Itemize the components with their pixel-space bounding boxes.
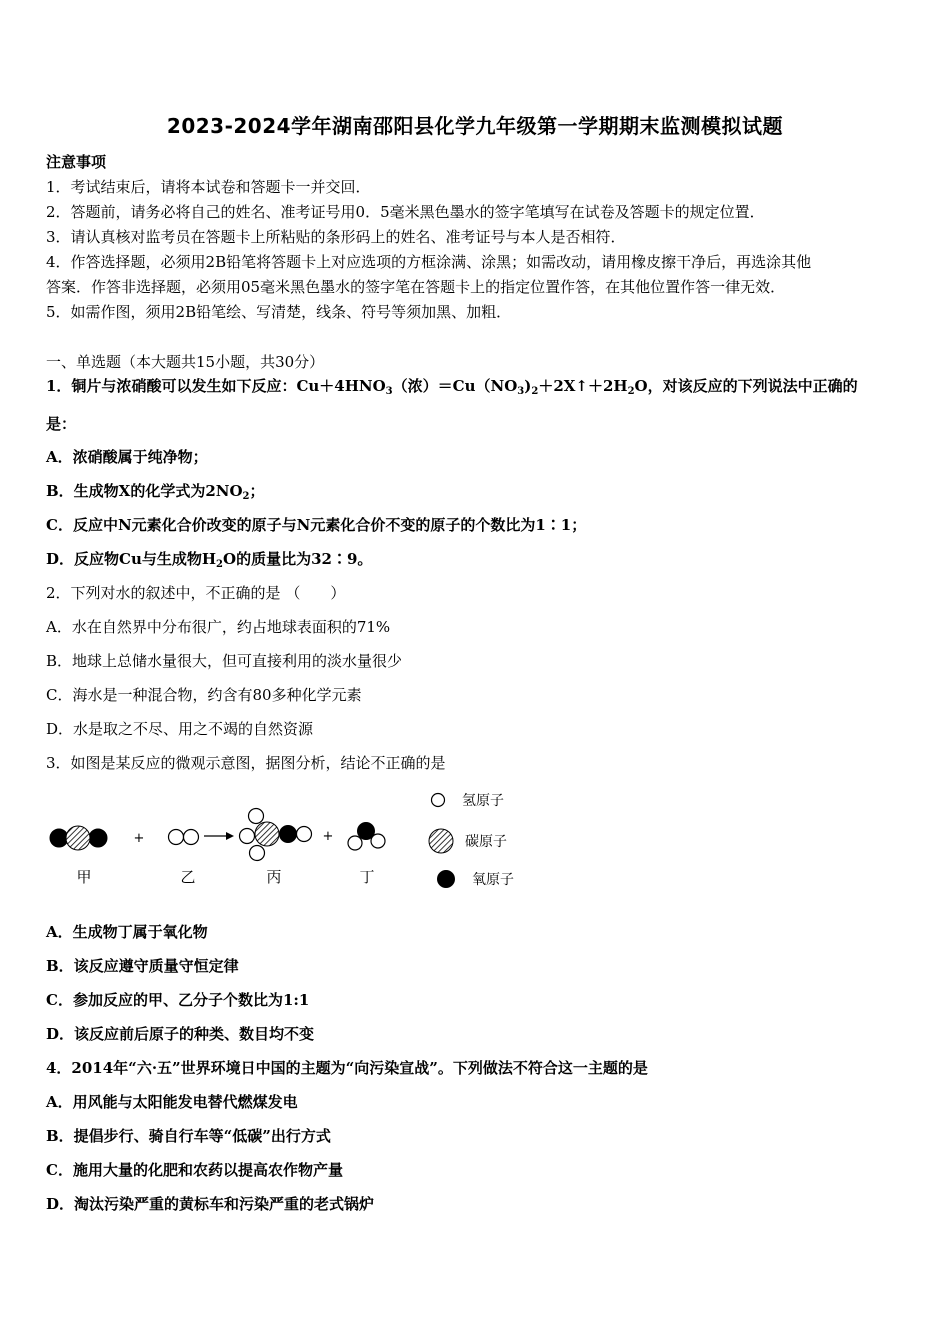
- notes-heading: 注意事项: [46, 153, 107, 171]
- reaction-diagram: [40, 786, 560, 896]
- q4-option-a: A．用风能与太阳能发电替代燃煤发电: [46, 1093, 298, 1111]
- reaction-arrow: [204, 832, 234, 840]
- q4-option-b: B．提倡步行、骑自行车等“低碳”出行方式: [46, 1127, 331, 1145]
- note-item: 5．如需作图，须用2B铅笔绘、写清楚，线条、符号等须加黑、加粗．: [46, 303, 512, 321]
- label-bing: 丙: [266, 868, 282, 886]
- label-ding: 丁: [359, 868, 375, 886]
- page-title: 2023-2024学年湖南邵阳县化学九年级第一学期期末监测模拟试题: [166, 114, 784, 138]
- q1-option-c: C．反应中N元素化合价改变的原子与N元素化合价不变的原子的个数比为1∶1；: [46, 516, 587, 534]
- q3-option-c: C．参加反应的甲、乙分子个数比为1:1: [46, 991, 310, 1009]
- legend-carbon-label: 碳原子: [465, 834, 507, 850]
- legend-hydrogen-label: 氢原子: [462, 793, 504, 809]
- legend: [429, 793, 514, 888]
- q3-option-b: B．该反应遵守质量守恒定律: [46, 957, 239, 975]
- label-jia: 甲: [76, 868, 92, 886]
- q3-stem: 3．如图是某反应的微观示意图，据图分析，结论不正确的是: [46, 754, 446, 772]
- q3-option-d: D．该反应前后原子的种类、数目均不变: [46, 1025, 315, 1043]
- q2-option-d: D．水是取之不尽、用之不竭的自然资源: [46, 720, 314, 738]
- q2-stem: 2．下列对水的叙述中，不正确的是 （ ）: [46, 584, 346, 602]
- q1-stem-cont: 是：: [46, 415, 77, 433]
- legend-carbon-icon: [429, 829, 453, 853]
- q1-option-d: D．反应物Cu与生成物$H_2O$的质量比为32∶9。: [46, 550, 373, 570]
- q2-option-b: B．地球上总储水量很大，但可直接利用的淡水量很少: [46, 652, 403, 670]
- plus-sign: +: [322, 829, 334, 844]
- q4-option-c: C．施用大量的化肥和农药以提高农作物产量: [46, 1161, 343, 1179]
- plus-sign: +: [133, 831, 145, 846]
- label-yi: 乙: [180, 868, 196, 886]
- q1-option-b: B．生成物X的化学式为$2NO_2$；: [46, 482, 265, 502]
- legend-hydrogen-icon: [432, 794, 445, 807]
- legend-oxygen-icon: [438, 871, 455, 888]
- q4-option-d: D．淘汰污染严重的黄标车和污染严重的老式锅炉: [46, 1195, 375, 1213]
- q1-option-a: A．浓硝酸属于纯净物；: [46, 448, 208, 466]
- legend-oxygen-label: 氧原子: [472, 872, 514, 888]
- note-item: 3．请认真核对监考员在答题卡上所粘贴的条形码上的姓名、准考证号与本人是否相符．: [46, 228, 626, 246]
- molecule-ding: [348, 823, 385, 851]
- q4-stem: 4．2014年“六·五”世界环境日中国的主题为“向污染宣战”。下列做法不符合这一主题的是: [46, 1059, 648, 1077]
- q2-option-a: A．水在自然界中分布很广，约占地球表面积的71%: [46, 618, 391, 636]
- note-item: 答案．作答非选择题，必须用05毫米黑色墨水的签字笔在答题卡上的指定位置作答，在其他位置作答一律无效．: [46, 278, 786, 296]
- q1-stem: 1．铜片与浓硝酸可以发生如下反应：$Cu+4HNO_3$（浓）$=Cu(NO_3)_2+2X↑+2H_2O$，对该反应的下列说法中正确的: [46, 377, 858, 397]
- note-item: 4．作答选择题，必须用2B铅笔将答题卡上对应选项的方框涂满、涂黑；如需改动，请用橡皮擦干净后，再选涂其他: [46, 253, 812, 271]
- section-heading: 一、单选题（本大题共15小题，共30分）: [46, 353, 325, 371]
- molecule-yi: [169, 830, 199, 845]
- q2-option-c: C．海水是一种混合物，约含有80多种化学元素: [46, 686, 362, 704]
- note-item: 1．考试结束后，请将本试卷和答题卡一并交回．: [46, 178, 371, 196]
- molecule-bing: [240, 809, 312, 861]
- q3-option-a: A．生成物丁属于氧化物: [46, 923, 208, 941]
- note-item: 2．答题前，请务必将自己的姓名、准考证号用0．5毫米黑色墨水的签字笔填写在试卷及答题卡的规定位置．: [46, 203, 765, 221]
- molecule-jia: [50, 826, 107, 850]
